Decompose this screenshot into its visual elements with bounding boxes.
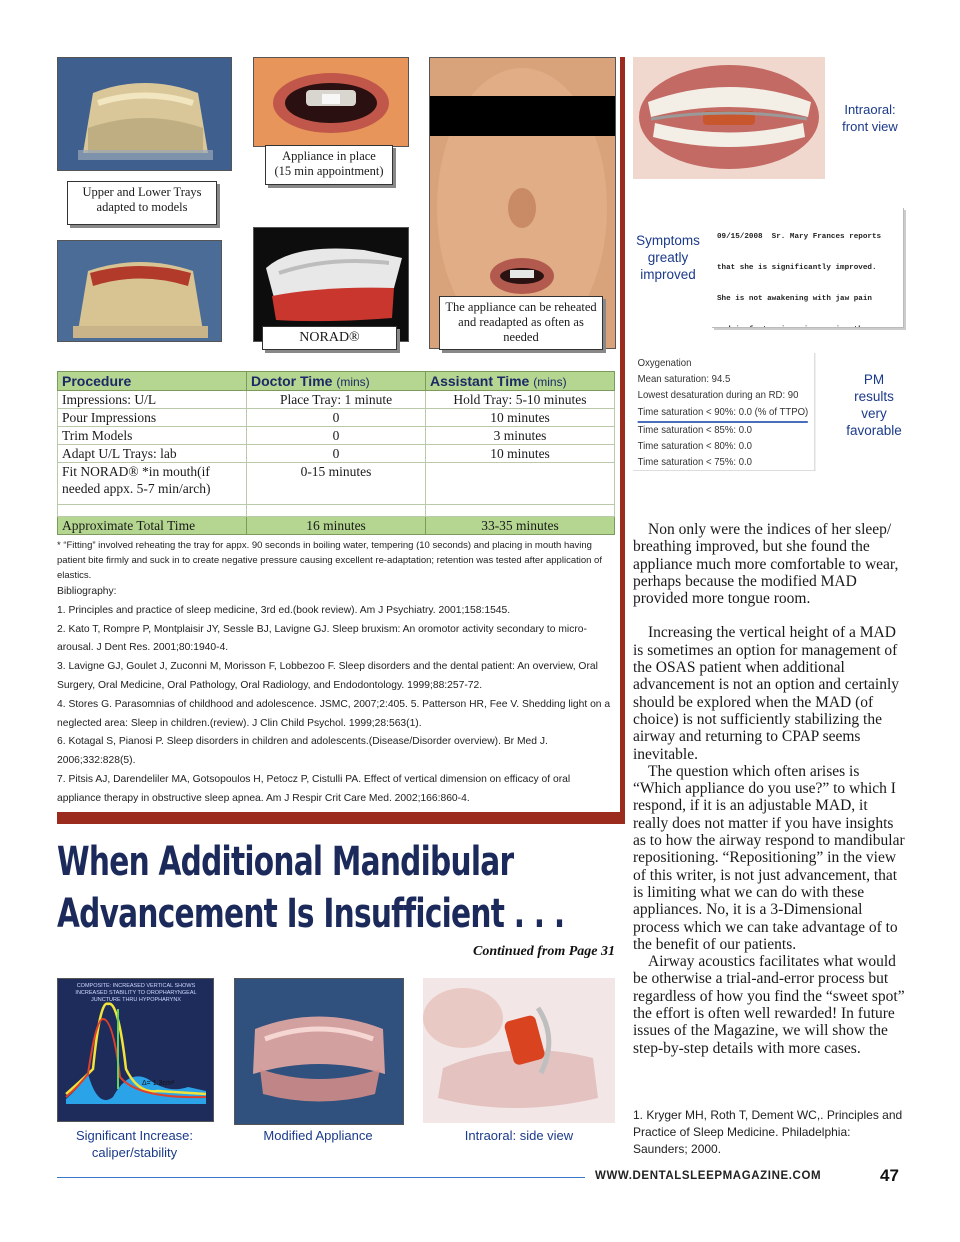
total-label: Approximate Total Time [58,517,247,535]
bibliography-entry: 7. Pitsis AJ, Darendeliler MA, Gotsopoulos H, Petocz P, Cistulli PA. Effect of vertical dimension on efficacy of oral appliance therapy in obstructive sleep apnea. Am J Respir Crit Care Med. 2002;166:860-4. [57,773,571,804]
oxygenation-panel [633,353,815,471]
doctor-cell: 0 [247,427,426,445]
procedure-cell: Trim Models [58,427,247,445]
vertical-divider [620,57,625,817]
table-footnote: * “Fitting” involved reheating the tray for appx. 90 seconds in boiling water, tempering (10 seconds) and placing in mouth having patient bite firmly and suck in to create negative pressure causing excellent re-adaptation; retention was tested after application of elastics. [57,540,602,581]
note-line: 09/15/2008 Sr. Mary Frances reports [717,232,882,241]
assistant-cell: 10 minutes [426,409,615,427]
doctor-header-label: Doctor Time [251,373,333,389]
graph-caption-line1: Significant Increase: [75,1128,194,1143]
modified-appliance-caption: Modified Appliance [263,1128,373,1143]
graph-overlay-text: COMPOSITE: INCREASED VERTICAL SHOWS INCREASED STABILITY TO OROPHARYNGEAL JUNCTURE THRU HYPOPHARYNX [75,983,197,1003]
headline-line2: Advancement Is Insufficient . . . [57,891,565,937]
side-view-photo [423,978,615,1123]
note-line: She is not awakening with jaw pain [717,295,872,304]
total-assistant: 33-35 minutes [426,517,615,535]
trays-photo-bottom [57,240,222,342]
trays-caption-text: Upper and Lower Trays adapted to models [82,185,202,214]
assistant-cell: 10 minutes [426,445,615,463]
procedure-header-label: Procedure [62,373,132,389]
norad-caption [262,326,397,350]
norad-photo [253,227,409,342]
doctor-cell: 0 [247,409,426,427]
doctor-time-header [247,372,426,391]
appliance-caption-line2: (15 min appointment) [274,164,384,178]
bibliography-entry: 4. Stores G. Parasomnias of childhood and adolescence. JSMC, 2007;2:405. 5. Patterson HR, Fee V. Shedding light on a neglected area: Sleep in children.(review). J Clin Child Psychol. 1999;28:563(1). [57,698,611,729]
assistant-header-label: Assistant Time [430,373,530,389]
note-line [717,325,898,328]
clinical-note [712,208,904,328]
headline-line1: When Additional Mandibular [57,839,514,885]
procedure-cell: Adapt U/L Trays: lab [58,445,247,463]
modified-appliance-image [235,979,403,1124]
table-spacer-row [58,505,615,517]
procedure-table-header [58,372,615,391]
composite-graph-photo [57,978,214,1122]
graph-caption [57,1127,212,1161]
bibliography-entry: 1. Principles and practice of sleep medicine, 3rd ed.(book review). Am J Psychiatry. 2001;158:1545. [57,604,511,616]
footer-rule [57,1177,585,1178]
norad-caption-text: NORAD® [299,330,360,345]
readapt-caption [439,296,603,350]
doctor-header-unit: (mins) [336,375,370,389]
symptoms-label: Symptoms greatly improved [636,233,700,282]
procedure-header [58,372,247,391]
page-number: 47 [880,1166,899,1185]
assistant-time-header [426,372,615,391]
oxygenation-line: Time saturation < 85%: 0.0 [637,424,753,436]
bibliography-entry: 2. Kato T, Rompre P, Montplaisir JY, Sessle BJ, Lavigne GJ. Sleep bruxism: An oromotor activity secondary to micro-arousal. J Dent Res. 2001;80:1940-4. [57,623,587,654]
intraoral-front-image [633,57,825,179]
table-row [58,391,615,409]
footer-url: WWW.DENTALSLEEPMAGAZINE.COM [595,1170,822,1182]
oxygenation-title: Oxygenation [637,358,692,369]
doctor-cell: 0-15 minutes [247,463,426,505]
oxygenation-line: Time saturation < 80%: 0.0 [637,441,753,453]
side-view-image [423,978,615,1123]
trays-caption [67,181,217,225]
readapt-caption-text: The appliance can be reheated and readapted as often as needed [445,300,597,344]
total-row [58,517,615,535]
front-view-label [830,101,910,135]
front-view-line1: Intraoral: [844,102,896,117]
assistant-cell: Hold Tray: 5-10 minutes [426,391,615,409]
note-line: that she is significantly improved. [717,264,877,273]
oxygenation-line: Time saturation < 75%: 0.0 [637,457,753,469]
article-paragraph: The question which often arises is “Which appliance do you use?” to which I respond, if it is an adjustable MAD, it really does not matter if you have insights as to how the airway respond to mandibular repositioning. “Repositioning” in the view of this writer, is not just advancement, that is limiting what we can do with these appliances. No, it is a 3-Dimensional process which we can take advantage of to the benefit of our patients. [633,762,905,953]
oxygenation-line: Time saturation < 90%: 0.0 (% of TTPO) [638,405,809,423]
table-row [58,445,615,463]
graph-caption-line2: caliper/stability [91,1145,178,1160]
graph-delta-label: Δ= 1.3cm² [142,1080,175,1087]
trays-photo-top-image [58,58,231,170]
procedure-cell: Pour Impressions [58,409,247,427]
article-paragraph: Increasing the vertical height of a MAD is sometimes an option for management of the OSAS patient when additional advancement is not an option and certainly should be explored when the MAD (of choice) is not sufficiently stabilizing the airway and returning to CPAP seems inevitable. [633,624,899,763]
procedure-cell: Fit NORAD® *in mouth(if needed appx. 5-7 min/arch) [58,463,247,505]
oxygenation-line: Mean saturation: 94.5 [637,374,731,386]
assistant-cell: 3 minutes [426,427,615,445]
appliance-in-place-photo [253,57,409,147]
appliance-caption-line1: Appliance in place [282,149,376,163]
article-column [633,521,905,1057]
trays-photo-bottom-image [58,241,221,341]
total-doctor: 16 minutes [247,517,426,535]
article-paragraph: Airway acoustics facilitates what would be otherwise a trial-and-error process but regardless of how you find the “sweet spot” the effort is often well rewarded! In future issues of the Magazine, we will show the step-by-step details with more cases. [633,953,905,1057]
bibliography-entry: 6. Kotagal S, Pianosi P. Sleep disorders in children and adolescents.(Disease/Disorder overview). Br Med J. 2006;332:828(5). [57,736,548,767]
table-row [58,409,615,427]
table-row [58,463,615,505]
assistant-header-unit: (mins) [533,375,567,389]
appliance-in-place-image [254,58,408,146]
modified-appliance-photo [234,978,404,1125]
norad-device-image [254,228,408,341]
doctor-cell: 0 [247,445,426,463]
procedure-cell: Impressions: U/L [58,391,247,409]
procedure-table [57,371,615,535]
horizontal-divider [57,812,625,824]
article-reference: 1. Kryger MH, Roth T, Dement WC,. Principles and Practice of Sleep Medicine. Philadelphia: Saunders; 2000. [633,1108,903,1156]
trays-photo-top [57,57,232,171]
assistant-cell [426,463,615,505]
continued-note: Continued from Page 31 [473,944,615,959]
intraoral-front-photo [633,57,825,179]
table-row [58,427,615,445]
side-view-caption: Intraoral: side view [464,1128,574,1143]
oxygenation-line: Lowest desaturation during an RD: 90 [637,390,799,402]
bibliography [57,583,615,809]
front-view-line2: front view [842,119,898,134]
doctor-cell: Place Tray: 1 minute [247,391,426,409]
bibliography-entry: 3. Lavigne GJ, Goulet J, Zuconni M, Morisson F, Lobbezoo F. Sleep disorders and the dental patient: An overview, Oral Surgery, Oral Medicine, Oral Pathology, Oral Radiology, and Endodontology. 1999;88:257-72. [57,661,598,691]
pm-results-label: PM results very favorable [846,372,902,438]
bibliography-title: Bibliography: [57,586,117,597]
article-paragraph: Non only were the indices of her sleep/ breathing improved, but she found the appliance much more comfortable to wear, perhaps because the modified MAD provided more tongue room. [633,521,899,608]
appliance-in-place-caption [265,145,393,185]
